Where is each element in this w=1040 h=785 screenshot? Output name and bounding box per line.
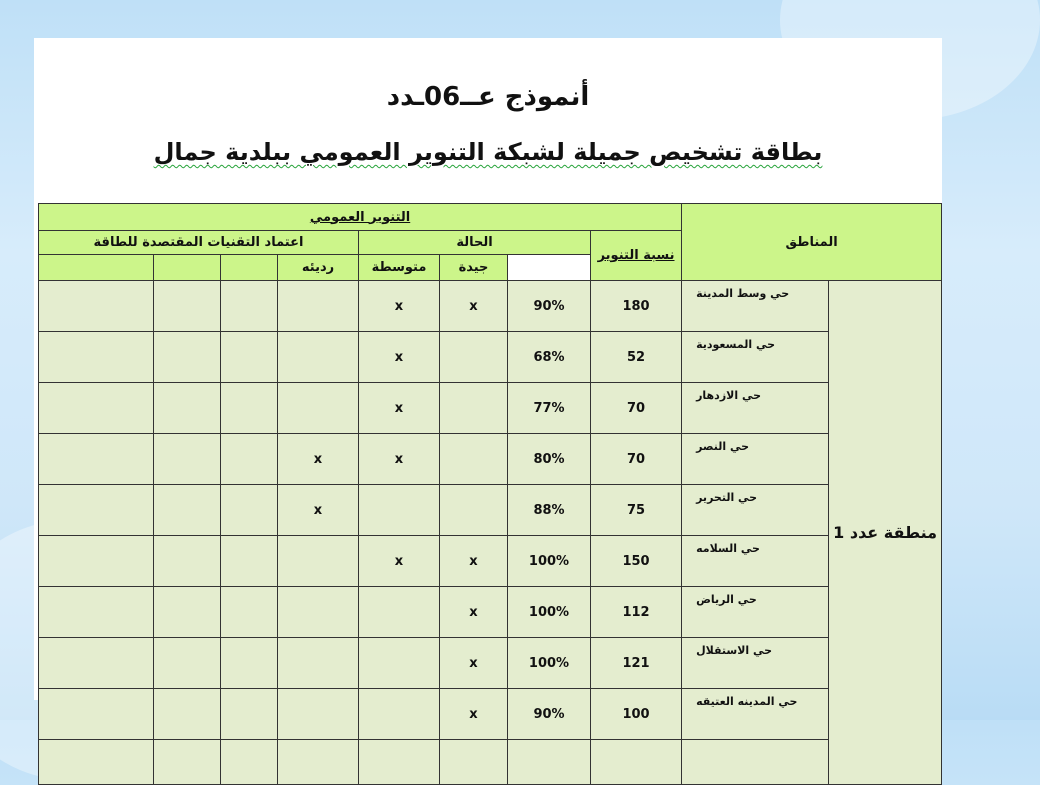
cond-bad-cell	[278, 281, 359, 332]
points-cell: 121	[591, 638, 682, 689]
ratio-cell: 80%	[508, 434, 591, 485]
areas-header: المناطق	[682, 204, 942, 281]
district-cell: حي النصر	[682, 434, 829, 485]
cond-medium-cell	[359, 638, 440, 689]
cond-bad-cell	[278, 587, 359, 638]
district-cell: حي المدينه العتيقه	[682, 689, 829, 740]
table-row-partial	[39, 740, 942, 785]
table-row	[39, 281, 942, 332]
points-cell: 150	[591, 536, 682, 587]
points-cell: 70	[591, 434, 682, 485]
cond-good-cell: x	[440, 281, 508, 332]
points-cell: 100	[591, 689, 682, 740]
district-cell: حي المسعودية	[682, 332, 829, 383]
cond-medium-cell: x	[359, 383, 440, 434]
cond-good-cell	[440, 485, 508, 536]
slide	[34, 38, 942, 722]
table-row	[39, 587, 942, 638]
points-cell: 75	[591, 485, 682, 536]
cond-good-header: جيدة	[440, 255, 508, 281]
cond-medium-header: متوسطة	[359, 255, 440, 281]
cond-medium-cell: x	[359, 434, 440, 485]
district-cell: حي الاستقلال	[682, 638, 829, 689]
ratio-cell: 68%	[508, 332, 591, 383]
cond-good-cell: x	[440, 638, 508, 689]
cond-good-cell: x	[440, 689, 508, 740]
energy-saving-header: اعتماد التقنيات المقتصدة للطاقة	[39, 231, 359, 255]
ratio-cell: 77%	[508, 383, 591, 434]
model-code-title: أنموذج عــ06ـدد	[386, 82, 590, 112]
table-row	[39, 383, 942, 434]
cond-medium-cell	[359, 689, 440, 740]
condition-header: الحالة	[359, 231, 591, 255]
card-title: بطاقة تشخيص جميلة لشبكة التنوير العمومي ببلدية جمال	[153, 138, 823, 166]
zone-cell: منطقة عدد 1	[829, 281, 942, 785]
ratio-cell: 90%	[508, 689, 591, 740]
cond-bad-cell	[278, 689, 359, 740]
district-cell: حي الرياض	[682, 587, 829, 638]
table-row	[39, 434, 942, 485]
cond-good-cell: x	[440, 587, 508, 638]
cond-medium-cell: x	[359, 536, 440, 587]
district-cell: حي التحرير	[682, 485, 829, 536]
cond-bad-cell: x	[278, 485, 359, 536]
cond-medium-cell	[359, 485, 440, 536]
cond-bad-cell: x	[278, 434, 359, 485]
cond-bad-cell	[278, 332, 359, 383]
public-lighting-header: التنوير العمومي	[39, 204, 682, 231]
table-row	[39, 536, 942, 587]
ratio-cell: 88%	[508, 485, 591, 536]
ratio-cell: 90%	[508, 281, 591, 332]
table-row	[39, 638, 942, 689]
district-cell: حي وسط المدينة	[682, 281, 829, 332]
table-row	[39, 332, 942, 383]
cond-bad-header: رديئه	[278, 255, 359, 281]
table-row	[39, 485, 942, 536]
points-cell: 112	[591, 587, 682, 638]
district-cell: حي السلامه	[682, 536, 829, 587]
cond-good-cell	[440, 332, 508, 383]
cond-bad-cell	[278, 383, 359, 434]
cond-good-cell	[440, 434, 508, 485]
cond-medium-cell	[359, 587, 440, 638]
points-cell: 52	[591, 332, 682, 383]
cond-medium-cell: x	[359, 281, 440, 332]
points-cell: 70	[591, 383, 682, 434]
cond-good-cell	[440, 383, 508, 434]
diagnosis-table	[38, 203, 942, 785]
ratio-cell: 100%	[508, 638, 591, 689]
table-row	[39, 689, 942, 740]
header-row	[39, 204, 942, 231]
points-cell: 180	[591, 281, 682, 332]
ratio-cell: 100%	[508, 536, 591, 587]
district-cell: حي الازدهار	[682, 383, 829, 434]
lighting-ratio-header: نسبة التنوير	[591, 231, 682, 281]
cond-bad-cell	[278, 638, 359, 689]
ratio-cell: 100%	[508, 587, 591, 638]
cond-good-cell: x	[440, 536, 508, 587]
cond-bad-cell	[278, 536, 359, 587]
cond-medium-cell: x	[359, 332, 440, 383]
